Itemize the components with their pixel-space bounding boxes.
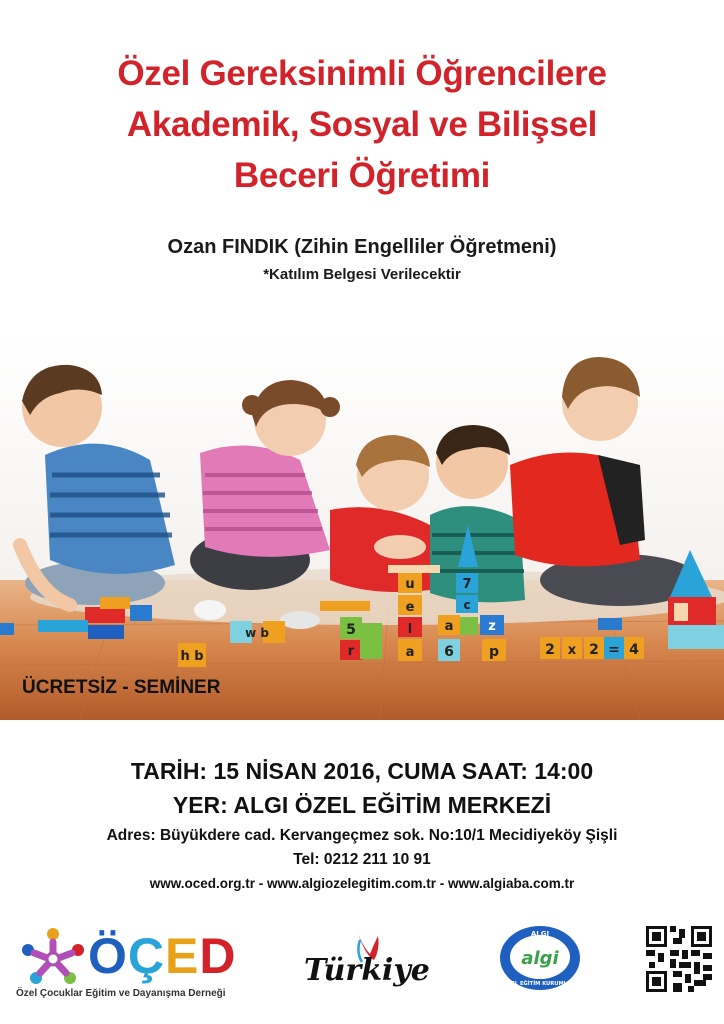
turkiye-logo bbox=[300, 926, 430, 996]
title-line-3: Beceri Öğretimi bbox=[233, 156, 491, 195]
certificate-note: *Katılım Belgesi Verilecektir bbox=[263, 266, 461, 283]
oced-letter-3: E bbox=[165, 928, 200, 984]
block-u-text: u bbox=[405, 577, 415, 592]
block-6-text: 6 bbox=[444, 644, 454, 660]
block-7-text: 7 bbox=[462, 577, 472, 592]
block-z-text: z bbox=[488, 619, 496, 634]
letter-block-hb bbox=[178, 643, 206, 667]
turkiye-wordmark: Türkiye bbox=[304, 953, 430, 988]
math-block-1: 2 bbox=[545, 642, 555, 658]
oced-logo bbox=[16, 922, 246, 1014]
speaker-name: Ozan FINDIK (Zihin Engelliler Öğretmeni) bbox=[167, 236, 557, 258]
math-blocks bbox=[540, 637, 644, 659]
oced-wordmark bbox=[88, 928, 236, 984]
title-line-1: Özel Gereksinimli Öğrencilere bbox=[117, 54, 607, 93]
block-5-text: 5 bbox=[346, 622, 356, 638]
event-phone: Tel: 0212 211 10 91 bbox=[293, 851, 431, 868]
block-hb-text: h b bbox=[180, 649, 204, 664]
oced-letter-2: Ç bbox=[127, 928, 166, 984]
math-block-5: 4 bbox=[629, 642, 639, 658]
block-wb-text: w b bbox=[245, 626, 269, 640]
algi-logo bbox=[497, 924, 583, 994]
math-block-3: 2 bbox=[589, 642, 599, 658]
algi-top-text: ALGI bbox=[530, 930, 550, 938]
qr-code-icon bbox=[646, 926, 712, 992]
math-block-4: = bbox=[608, 642, 620, 658]
algi-word: algi bbox=[521, 948, 559, 969]
poster-title bbox=[0, 48, 724, 201]
event-websites[interactable]: www.oced.org.tr - www.algiozelegitim.com.tr - www.algiaba.com.tr bbox=[149, 876, 575, 891]
math-block-2: x bbox=[567, 643, 577, 658]
oced-subtitle: Özel Çocuklar Eğitim ve Dayanışma Derneği bbox=[16, 988, 226, 999]
free-seminar-badge: ÜCRETSİZ - SEMİNER bbox=[22, 677, 221, 698]
block-c-text: c bbox=[463, 598, 471, 612]
oced-letter-4: D bbox=[199, 928, 237, 984]
oced-letter-1: Ö bbox=[88, 928, 128, 984]
event-address: Adres: Büyükdere cad. Kervangeçmez sok. No:10/1 Mecidiyeköy Şişli bbox=[106, 827, 618, 844]
event-date: TARİH: 15 NİSAN 2016, CUMA SAAT: 14:00 bbox=[130, 758, 594, 784]
block-l-text: l bbox=[407, 622, 413, 637]
event-place: YER: ALGI ÖZEL EĞİTİM MERKEZİ bbox=[172, 792, 552, 818]
oced-people-icon bbox=[18, 926, 88, 988]
algi-bottom-text: ÖZEL EĞİTİM KURUMLARI bbox=[503, 981, 577, 987]
title-line-2: Akademik, Sosyal ve Bilişsel bbox=[126, 105, 598, 144]
block-e-text: e bbox=[405, 600, 415, 615]
block-r-text: r bbox=[347, 644, 355, 659]
children-playing-photo bbox=[0, 335, 724, 720]
block-p-text: p bbox=[488, 644, 500, 660]
block-a-text-2: a bbox=[444, 619, 454, 634]
block-a-text-1: a bbox=[405, 645, 415, 660]
qr-code[interactable] bbox=[646, 926, 712, 992]
